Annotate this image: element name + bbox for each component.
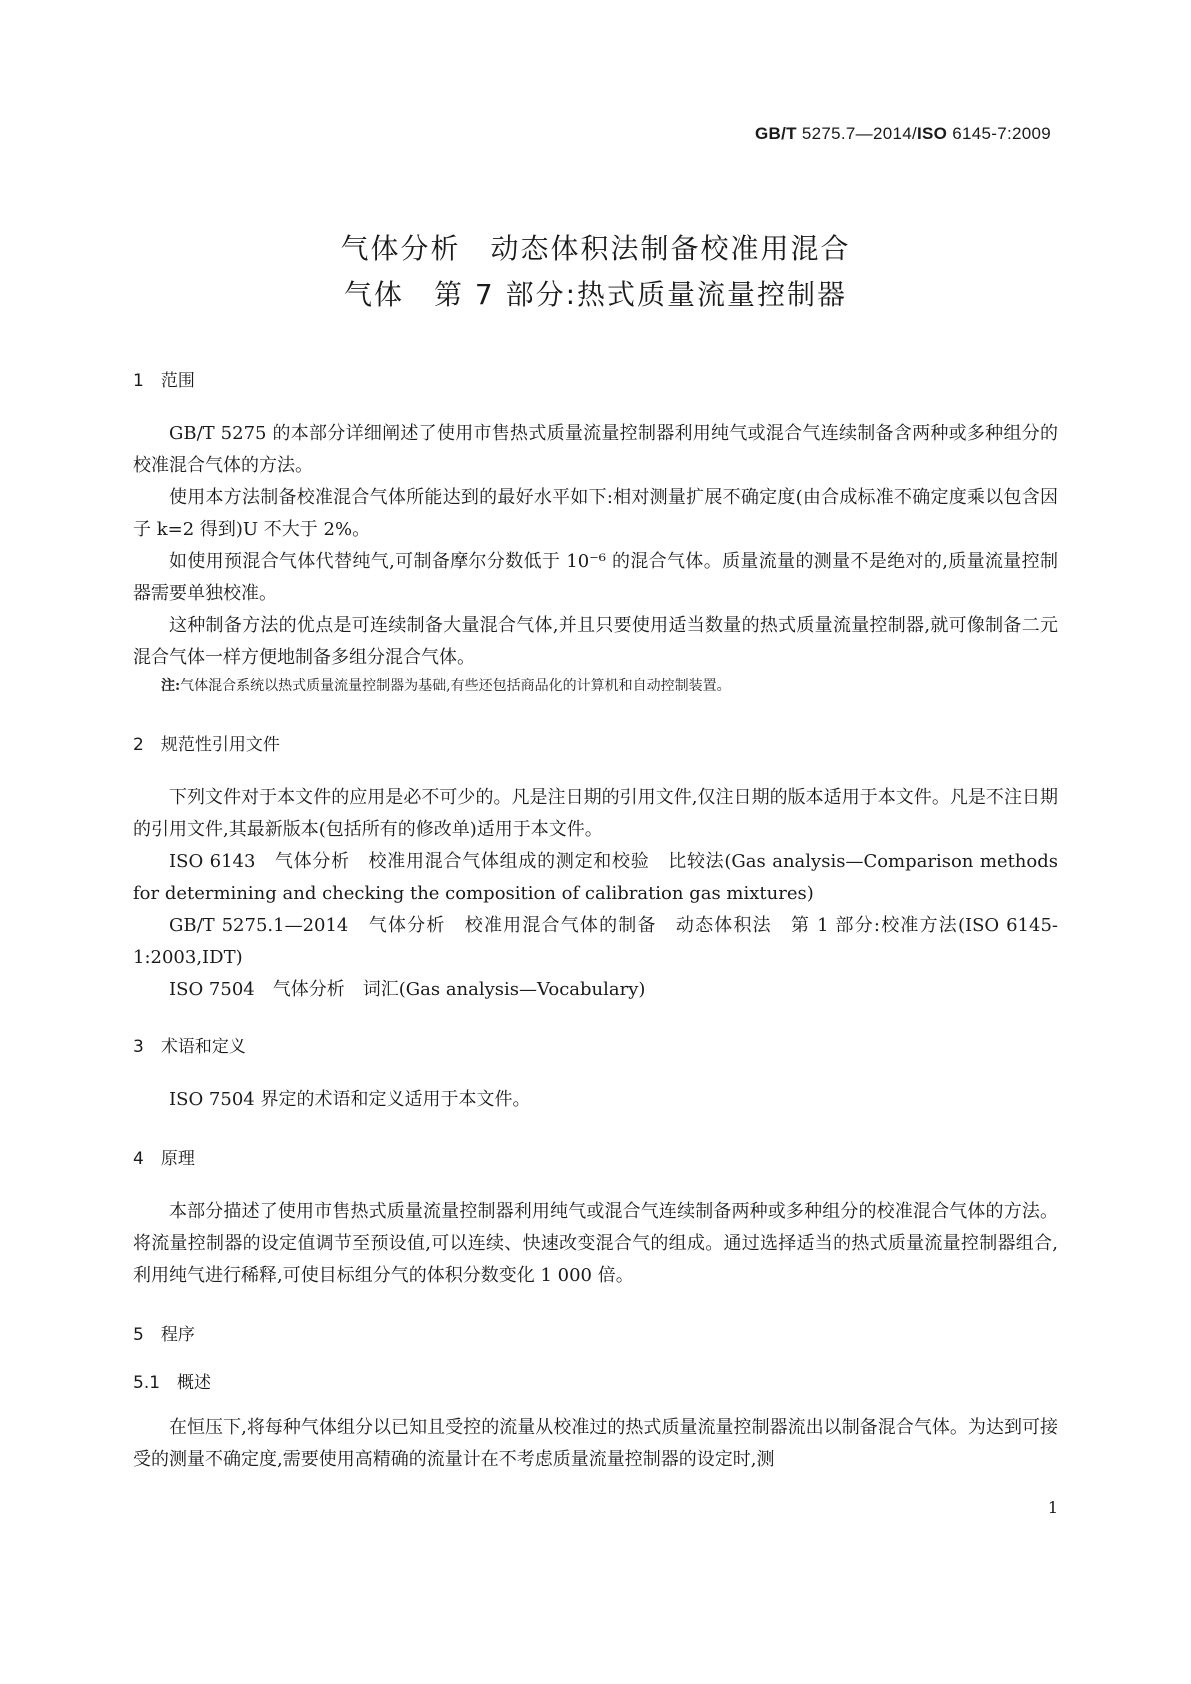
document-title: [0, 226, 1191, 318]
section-2-heading: 2 规范性引用文件: [133, 735, 280, 755]
reference-gbt-5275-1: GB/T 5275.1—2014 气体分析 校准用混合气体的制备 动态体积法 第 1 部分:校准方法(ISO 6145-1:2003,IDT): [133, 915, 1058, 968]
section-1-paragraph-4: 这种制备方法的优点是可连续制备大量混合气体,并且只要使用适当数量的热式质量流量控制器,就可像制备二元混合气体一样方便地制备多组分混合气体。: [133, 615, 1058, 668]
section-5-heading: 5 程序: [133, 1325, 195, 1345]
std-prefix: GB/T: [755, 124, 797, 143]
title-line-1: 气体分析 动态体积法制备校准用混合: [340, 232, 851, 265]
section-5-1-heading: 5.1 概述: [133, 1373, 212, 1393]
section-1-paragraph-3: 如使用预混合气体代替纯气,可制备摩尔分数低于 10⁻⁶ 的混合气体。质量流量的测量不是绝对的,质量流量控制器需要单独校准。: [133, 551, 1058, 604]
reference-iso-6143: ISO 6143 气体分析 校准用混合气体组成的测定和校验 比较法(Gas analysis—Comparison methods for determining and checking the composition of calibration gas mixtures): [133, 851, 1058, 904]
iso-code-rest: 6145-7:2009: [947, 124, 1051, 143]
section-1-note: [133, 674, 1058, 698]
section-3-heading: 3 术语和定义: [133, 1037, 246, 1057]
section-2-paragraph-1: 下列文件对于本文件的应用是必不可少的。凡是注日期的引用文件,仅注日期的版本适用于本文件。凡是不注日期的引用文件,其最新版本(包括所有的修改单)适用于本文件。: [133, 787, 1058, 840]
note-text: 气体混合系统以热式质量流量控制器为基础,有些还包括商品化的计算机和自动控制装置。: [180, 678, 731, 694]
page-number: 1: [1047, 1498, 1058, 1517]
title-line-2: 气体 第 7 部分:热式质量流量控制器: [343, 278, 848, 311]
document-body: [133, 368, 1058, 1476]
section-1-paragraph-2: 使用本方法制备校准混合气体所能达到的最好水平如下:相对测量扩展不确定度(由合成标准不确定度乘以包含因子 k=2 得到)U 不大于 2%。: [133, 487, 1058, 540]
reference-iso-7504: ISO 7504 气体分析 词汇(Gas analysis—Vocabulary): [169, 979, 646, 1000]
section-3-paragraph-1: ISO 7504 界定的术语和定义适用于本文件。: [169, 1089, 531, 1110]
section-1-heading: 1 范围: [133, 371, 195, 391]
std-code-rest: 5275.7—2014/: [796, 124, 917, 143]
iso-prefix: ISO: [917, 124, 948, 143]
section-5-1-paragraph-1: 在恒压下,将每种气体组分以已知且受控的流量从校准过的热式质量流量控制器流出以制备混合气体。为达到可接受的测量不确定度,需要使用高精确的流量计在不考虑质量流量控制器的设定时,测: [133, 1417, 1058, 1470]
standard-code: [755, 124, 1051, 144]
note-label: 注:: [161, 678, 181, 694]
section-1-paragraph-1: GB/T 5275 的本部分详细阐述了使用市售热式质量流量控制器利用纯气或混合气连续制备含两种或多种组分的校准混合气体的方法。: [133, 423, 1058, 476]
section-4-heading: 4 原理: [133, 1149, 195, 1169]
section-4-paragraph-1: 本部分描述了使用市售热式质量流量控制器利用纯气或混合气连续制备两种或多种组分的校准混合气体的方法。将流量控制器的设定值调节至预设值,可以连续、快速改变混合气的组成。通过选择适当的热式质量流量控制器组合,利用纯气进行稀释,可使目标组分气的体积分数变化 1 000 倍。: [133, 1201, 1058, 1286]
